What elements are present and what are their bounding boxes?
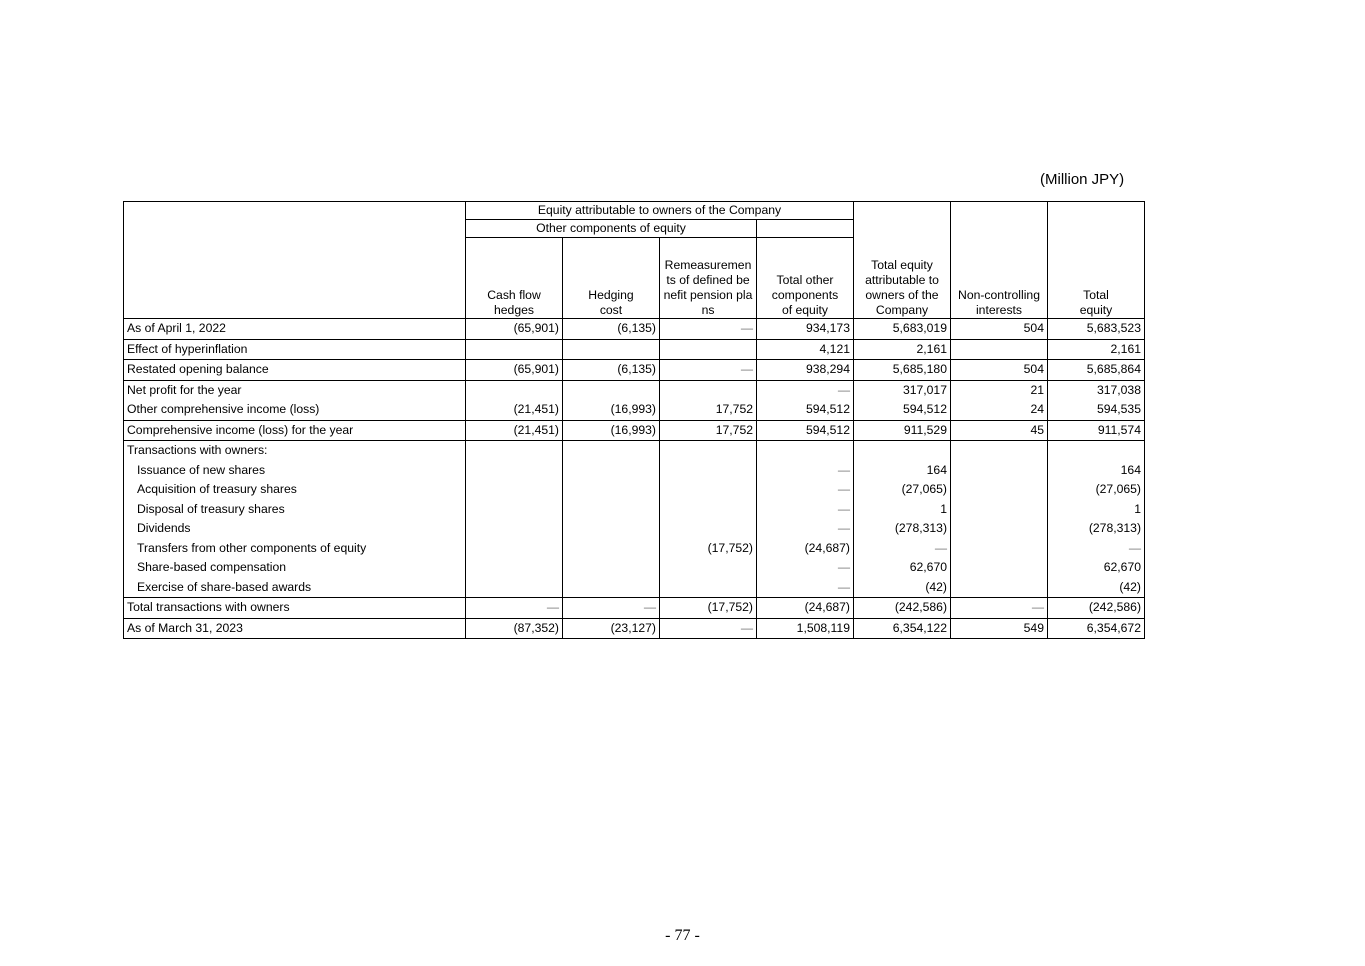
row-label: As of April 1, 2022 bbox=[124, 319, 466, 340]
row-value: 24 bbox=[951, 400, 1048, 420]
table-row bbox=[124, 618, 1145, 639]
row-value: 164 bbox=[1048, 461, 1145, 481]
row-value: (278,313) bbox=[1048, 519, 1145, 539]
table-row bbox=[124, 578, 1145, 598]
row-label: Disposal of treasury shares bbox=[124, 500, 466, 520]
row-value bbox=[757, 441, 854, 461]
table-row bbox=[124, 519, 1145, 539]
header-cash-flow-hedges: Cash flow hedges bbox=[466, 238, 563, 319]
row-value bbox=[466, 480, 563, 500]
row-value: (17,752) bbox=[660, 539, 757, 559]
row-value bbox=[951, 539, 1048, 559]
row-value bbox=[466, 578, 563, 598]
row-value: — bbox=[757, 519, 854, 539]
row-value bbox=[563, 441, 660, 461]
row-value: 549 bbox=[951, 618, 1048, 639]
row-value bbox=[563, 519, 660, 539]
header-total-equity: Total equity bbox=[1048, 202, 1145, 319]
row-value: 62,670 bbox=[1048, 558, 1145, 578]
row-value bbox=[466, 380, 563, 400]
row-value bbox=[854, 441, 951, 461]
row-value bbox=[951, 578, 1048, 598]
row-value: (65,901) bbox=[466, 360, 563, 381]
equity-statement-table bbox=[123, 201, 1145, 639]
table-row bbox=[124, 500, 1145, 520]
table-row bbox=[124, 480, 1145, 500]
row-value bbox=[660, 380, 757, 400]
row-value bbox=[466, 441, 563, 461]
row-value bbox=[563, 339, 660, 360]
row-value: 21 bbox=[951, 380, 1048, 400]
row-label: Effect of hyperinflation bbox=[124, 339, 466, 360]
row-value bbox=[563, 558, 660, 578]
row-value: 1 bbox=[1048, 500, 1145, 520]
row-value: (6,135) bbox=[563, 319, 660, 340]
header-blank bbox=[124, 202, 466, 319]
table-row bbox=[124, 400, 1145, 420]
header-row-1 bbox=[124, 202, 1145, 220]
row-value: (65,901) bbox=[466, 319, 563, 340]
row-value: 1 bbox=[854, 500, 951, 520]
table-row bbox=[124, 598, 1145, 619]
header-remeasurements: Remeasurements of defined benefit pension plans bbox=[660, 238, 757, 319]
row-value bbox=[466, 539, 563, 559]
row-value bbox=[466, 500, 563, 520]
row-label: Dividends bbox=[124, 519, 466, 539]
table-row bbox=[124, 461, 1145, 481]
row-value: 594,535 bbox=[1048, 400, 1145, 420]
row-label: Net profit for the year bbox=[124, 380, 466, 400]
row-value: (23,127) bbox=[563, 618, 660, 639]
row-value: — bbox=[1048, 539, 1145, 559]
row-value: 6,354,122 bbox=[854, 618, 951, 639]
row-value: 594,512 bbox=[757, 400, 854, 420]
row-value: (27,065) bbox=[854, 480, 951, 500]
row-label: Share-based compensation bbox=[124, 558, 466, 578]
row-value: 5,683,523 bbox=[1048, 319, 1145, 340]
row-value bbox=[951, 339, 1048, 360]
row-value: 17,752 bbox=[660, 400, 757, 420]
row-value: — bbox=[563, 598, 660, 619]
row-value bbox=[563, 500, 660, 520]
row-value bbox=[466, 519, 563, 539]
row-value: (278,313) bbox=[854, 519, 951, 539]
row-value: 317,038 bbox=[1048, 380, 1145, 400]
row-value: 45 bbox=[951, 420, 1048, 441]
row-value bbox=[951, 480, 1048, 500]
row-value bbox=[563, 480, 660, 500]
row-value: 5,685,864 bbox=[1048, 360, 1145, 381]
row-value: 17,752 bbox=[660, 420, 757, 441]
row-value: 594,512 bbox=[757, 420, 854, 441]
row-value: 594,512 bbox=[854, 400, 951, 420]
row-value: 2,161 bbox=[854, 339, 951, 360]
table-body bbox=[124, 319, 1145, 639]
table-row bbox=[124, 339, 1145, 360]
row-value: (42) bbox=[854, 578, 951, 598]
row-value bbox=[660, 558, 757, 578]
row-value: (87,352) bbox=[466, 618, 563, 639]
row-value bbox=[660, 441, 757, 461]
row-value bbox=[660, 500, 757, 520]
row-label: Restated opening balance bbox=[124, 360, 466, 381]
header-group-owners: Equity attributable to owners of the Company bbox=[466, 202, 854, 220]
row-value: (16,993) bbox=[563, 400, 660, 420]
row-value: (42) bbox=[1048, 578, 1145, 598]
row-value bbox=[563, 461, 660, 481]
row-value bbox=[660, 461, 757, 481]
row-value: 934,173 bbox=[757, 319, 854, 340]
header-hedging-cost: Hedging cost bbox=[563, 238, 660, 319]
table-row bbox=[124, 558, 1145, 578]
page-number: - 77 - bbox=[665, 927, 700, 944]
row-label: Exercise of share-based awards bbox=[124, 578, 466, 598]
row-value: — bbox=[466, 598, 563, 619]
row-value: 2,161 bbox=[1048, 339, 1145, 360]
row-value bbox=[563, 380, 660, 400]
row-value: — bbox=[757, 500, 854, 520]
row-label: Other comprehensive income (loss) bbox=[124, 400, 466, 420]
header-total-owners: Total equity attributable to owners of the Company bbox=[854, 202, 951, 319]
row-value: (21,451) bbox=[466, 400, 563, 420]
row-value: 911,529 bbox=[854, 420, 951, 441]
row-value bbox=[951, 500, 1048, 520]
row-value bbox=[466, 558, 563, 578]
row-value: — bbox=[757, 558, 854, 578]
row-value: — bbox=[854, 539, 951, 559]
row-value: 1,508,119 bbox=[757, 618, 854, 639]
row-value: — bbox=[660, 319, 757, 340]
row-label: Issuance of new shares bbox=[124, 461, 466, 481]
row-label: Total transactions with owners bbox=[124, 598, 466, 619]
row-value: 4,121 bbox=[757, 339, 854, 360]
table-row bbox=[124, 420, 1145, 441]
row-value: 5,683,019 bbox=[854, 319, 951, 340]
table-row bbox=[124, 380, 1145, 400]
row-value bbox=[466, 461, 563, 481]
row-value: — bbox=[757, 461, 854, 481]
row-value bbox=[951, 519, 1048, 539]
row-value: 5,685,180 bbox=[854, 360, 951, 381]
row-value bbox=[951, 441, 1048, 461]
row-value: (6,135) bbox=[563, 360, 660, 381]
row-label: Acquisition of treasury shares bbox=[124, 480, 466, 500]
row-value bbox=[660, 519, 757, 539]
row-value: 504 bbox=[951, 360, 1048, 381]
row-value bbox=[660, 339, 757, 360]
row-value bbox=[563, 578, 660, 598]
row-value: (21,451) bbox=[466, 420, 563, 441]
row-label: Transactions with owners: bbox=[124, 441, 466, 461]
row-value bbox=[951, 558, 1048, 578]
row-value bbox=[466, 339, 563, 360]
header-non-controlling: Non-controlling interests bbox=[951, 202, 1048, 319]
row-value: — bbox=[757, 578, 854, 598]
row-value: — bbox=[660, 360, 757, 381]
row-value: — bbox=[757, 380, 854, 400]
row-value: (27,065) bbox=[1048, 480, 1145, 500]
row-label: Comprehensive income (loss) for the year bbox=[124, 420, 466, 441]
row-value: (17,752) bbox=[660, 598, 757, 619]
table-row bbox=[124, 539, 1145, 559]
row-value bbox=[951, 461, 1048, 481]
unit-label: (Million JPY) bbox=[1040, 171, 1125, 188]
header-total-other: Total other components of equity bbox=[757, 238, 854, 319]
row-value: (242,586) bbox=[854, 598, 951, 619]
row-label: As of March 31, 2023 bbox=[124, 618, 466, 639]
row-value: (24,687) bbox=[757, 598, 854, 619]
row-value: 938,294 bbox=[757, 360, 854, 381]
header-group-other: Other components of equity bbox=[466, 220, 757, 238]
row-value: 6,354,672 bbox=[1048, 618, 1145, 639]
row-value: — bbox=[951, 598, 1048, 619]
row-label: Transfers from other components of equity bbox=[124, 539, 466, 559]
row-value: (16,993) bbox=[563, 420, 660, 441]
row-value bbox=[660, 578, 757, 598]
row-value: — bbox=[660, 618, 757, 639]
table-row bbox=[124, 360, 1145, 381]
row-value: 911,574 bbox=[1048, 420, 1145, 441]
row-value: — bbox=[757, 480, 854, 500]
row-value: 62,670 bbox=[854, 558, 951, 578]
row-value: (242,586) bbox=[1048, 598, 1145, 619]
table-row bbox=[124, 319, 1145, 340]
row-value: 164 bbox=[854, 461, 951, 481]
row-value: 317,017 bbox=[854, 380, 951, 400]
table-row bbox=[124, 441, 1145, 461]
row-value bbox=[1048, 441, 1145, 461]
row-value: 504 bbox=[951, 319, 1048, 340]
row-value: (24,687) bbox=[757, 539, 854, 559]
row-value bbox=[660, 480, 757, 500]
row-value bbox=[563, 539, 660, 559]
